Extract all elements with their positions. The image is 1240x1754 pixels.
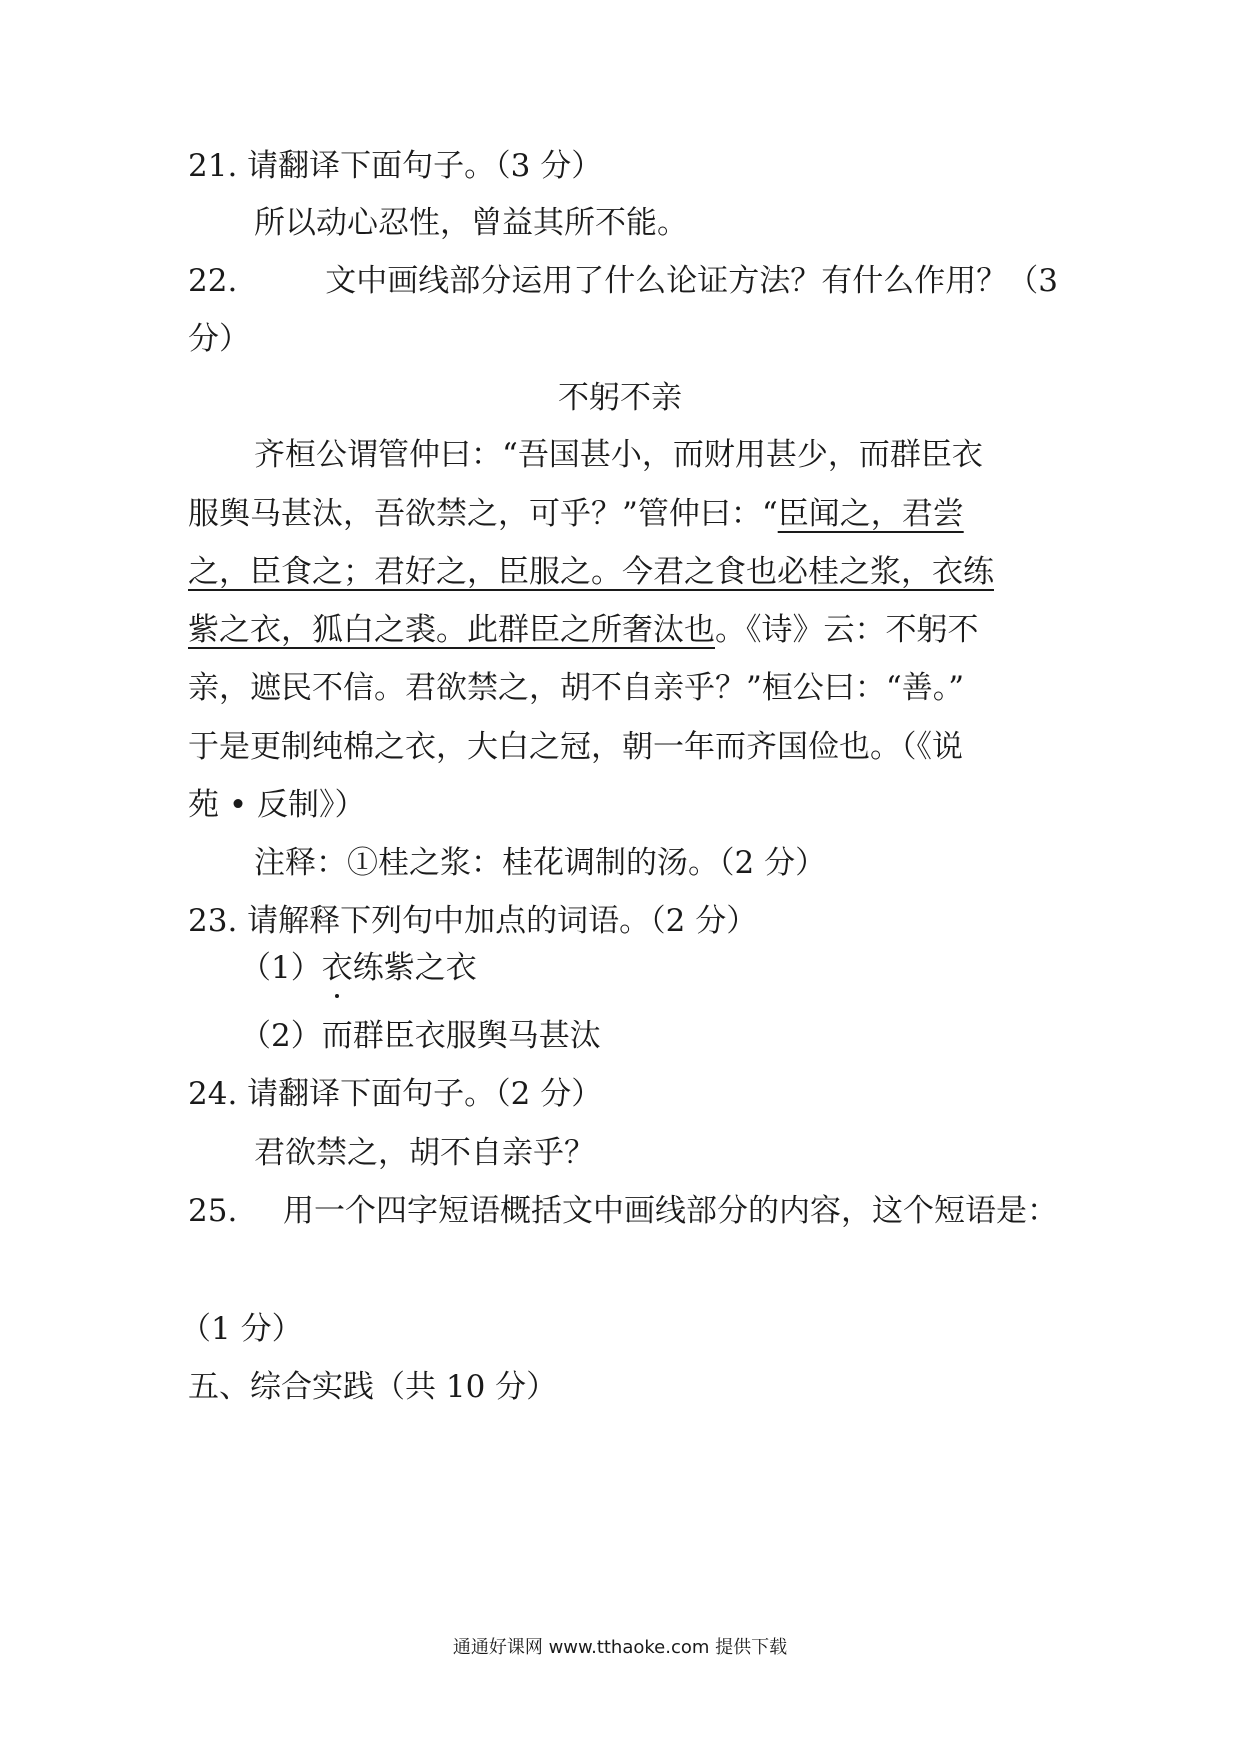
passage-note: 注释：①桂之浆：桂花调制的汤。（2 分）	[254, 845, 827, 881]
q23-prompt	[188, 901, 757, 941]
passage-line-6: 于是更制纯棉之衣，大白之冠，朝一年而齐国俭也。（《说	[188, 729, 963, 765]
page-footer: 通通好课网 www.tthaoke.com 提供下载	[452, 1637, 788, 1658]
passage-line-4-plain: 。《诗》云：不躬不	[715, 612, 979, 648]
passage-underline-part-3: 紫之衣，狐白之裘。此群臣之所奢汰也	[188, 612, 715, 648]
q24-sentence: 君欲禁之，胡不自亲乎？	[254, 1135, 595, 1171]
q25-number: 25.	[188, 1193, 238, 1229]
q25-prompt	[188, 1191, 1058, 1231]
passage-line-2-plain: 服舆马甚汰，吾欲禁之，可乎？”管仲曰：“	[188, 496, 778, 532]
q23-dotted-word: 衣	[321, 950, 353, 986]
q23-item-1-number: （1）	[240, 950, 322, 986]
passage-underline-part-2: 之，臣食之；君好之，臣服之。今君之食也必桂之浆，衣练	[188, 554, 994, 590]
q22-prompt	[188, 261, 1058, 301]
q23-number: 23.	[188, 903, 238, 939]
q23-item-1-rest: 练紫之衣	[352, 950, 477, 986]
passage-line-4	[188, 610, 979, 650]
q22-prompt-text: 文中画线部分运用了什么论证方法？有什么作用？（3	[325, 263, 1058, 299]
q25-prompt-text: 用一个四字短语概括文中画线部分的内容，这个短语是：	[283, 1193, 1058, 1229]
q23-item-2: （2）而群臣衣服舆马甚汰	[240, 1018, 601, 1054]
q25-score: （1 分）	[180, 1311, 303, 1347]
q24-prompt-text: 请翻译下面句子。（2 分）	[247, 1076, 603, 1112]
passage-line-7: 苑 • 反制》）	[188, 787, 366, 823]
q23-prompt-text: 请解释下列句中加点的词语。（2 分）	[247, 903, 758, 939]
passage-line-1: 齐桓公谓管仲曰：“吾国甚小，而财用甚少，而群臣衣	[254, 437, 983, 473]
passage-line-5: 亲，遮民不信。君欲禁之，胡不自亲乎？”桓公曰：“善。”	[188, 670, 965, 706]
q22-prompt-cont: 分）	[188, 321, 250, 357]
passage-underline-part-1: 臣闻之，君尝	[777, 496, 964, 532]
section-5-heading: 五、综合实践（共 10 分）	[188, 1369, 558, 1405]
q21-sentence: 所以动心忍性，曾益其所不能。	[254, 205, 688, 241]
q24-prompt	[188, 1074, 602, 1114]
q22-number: 22.	[188, 263, 238, 299]
passage-title: 不躬不亲	[558, 380, 682, 416]
q21-number: 21.	[188, 148, 238, 184]
q23-item-1	[240, 948, 477, 988]
q24-number: 24.	[188, 1076, 238, 1112]
q21-prompt	[188, 146, 602, 186]
q21-prompt-text: 请翻译下面句子。（3 分）	[247, 148, 603, 184]
passage-line-2	[188, 494, 964, 534]
